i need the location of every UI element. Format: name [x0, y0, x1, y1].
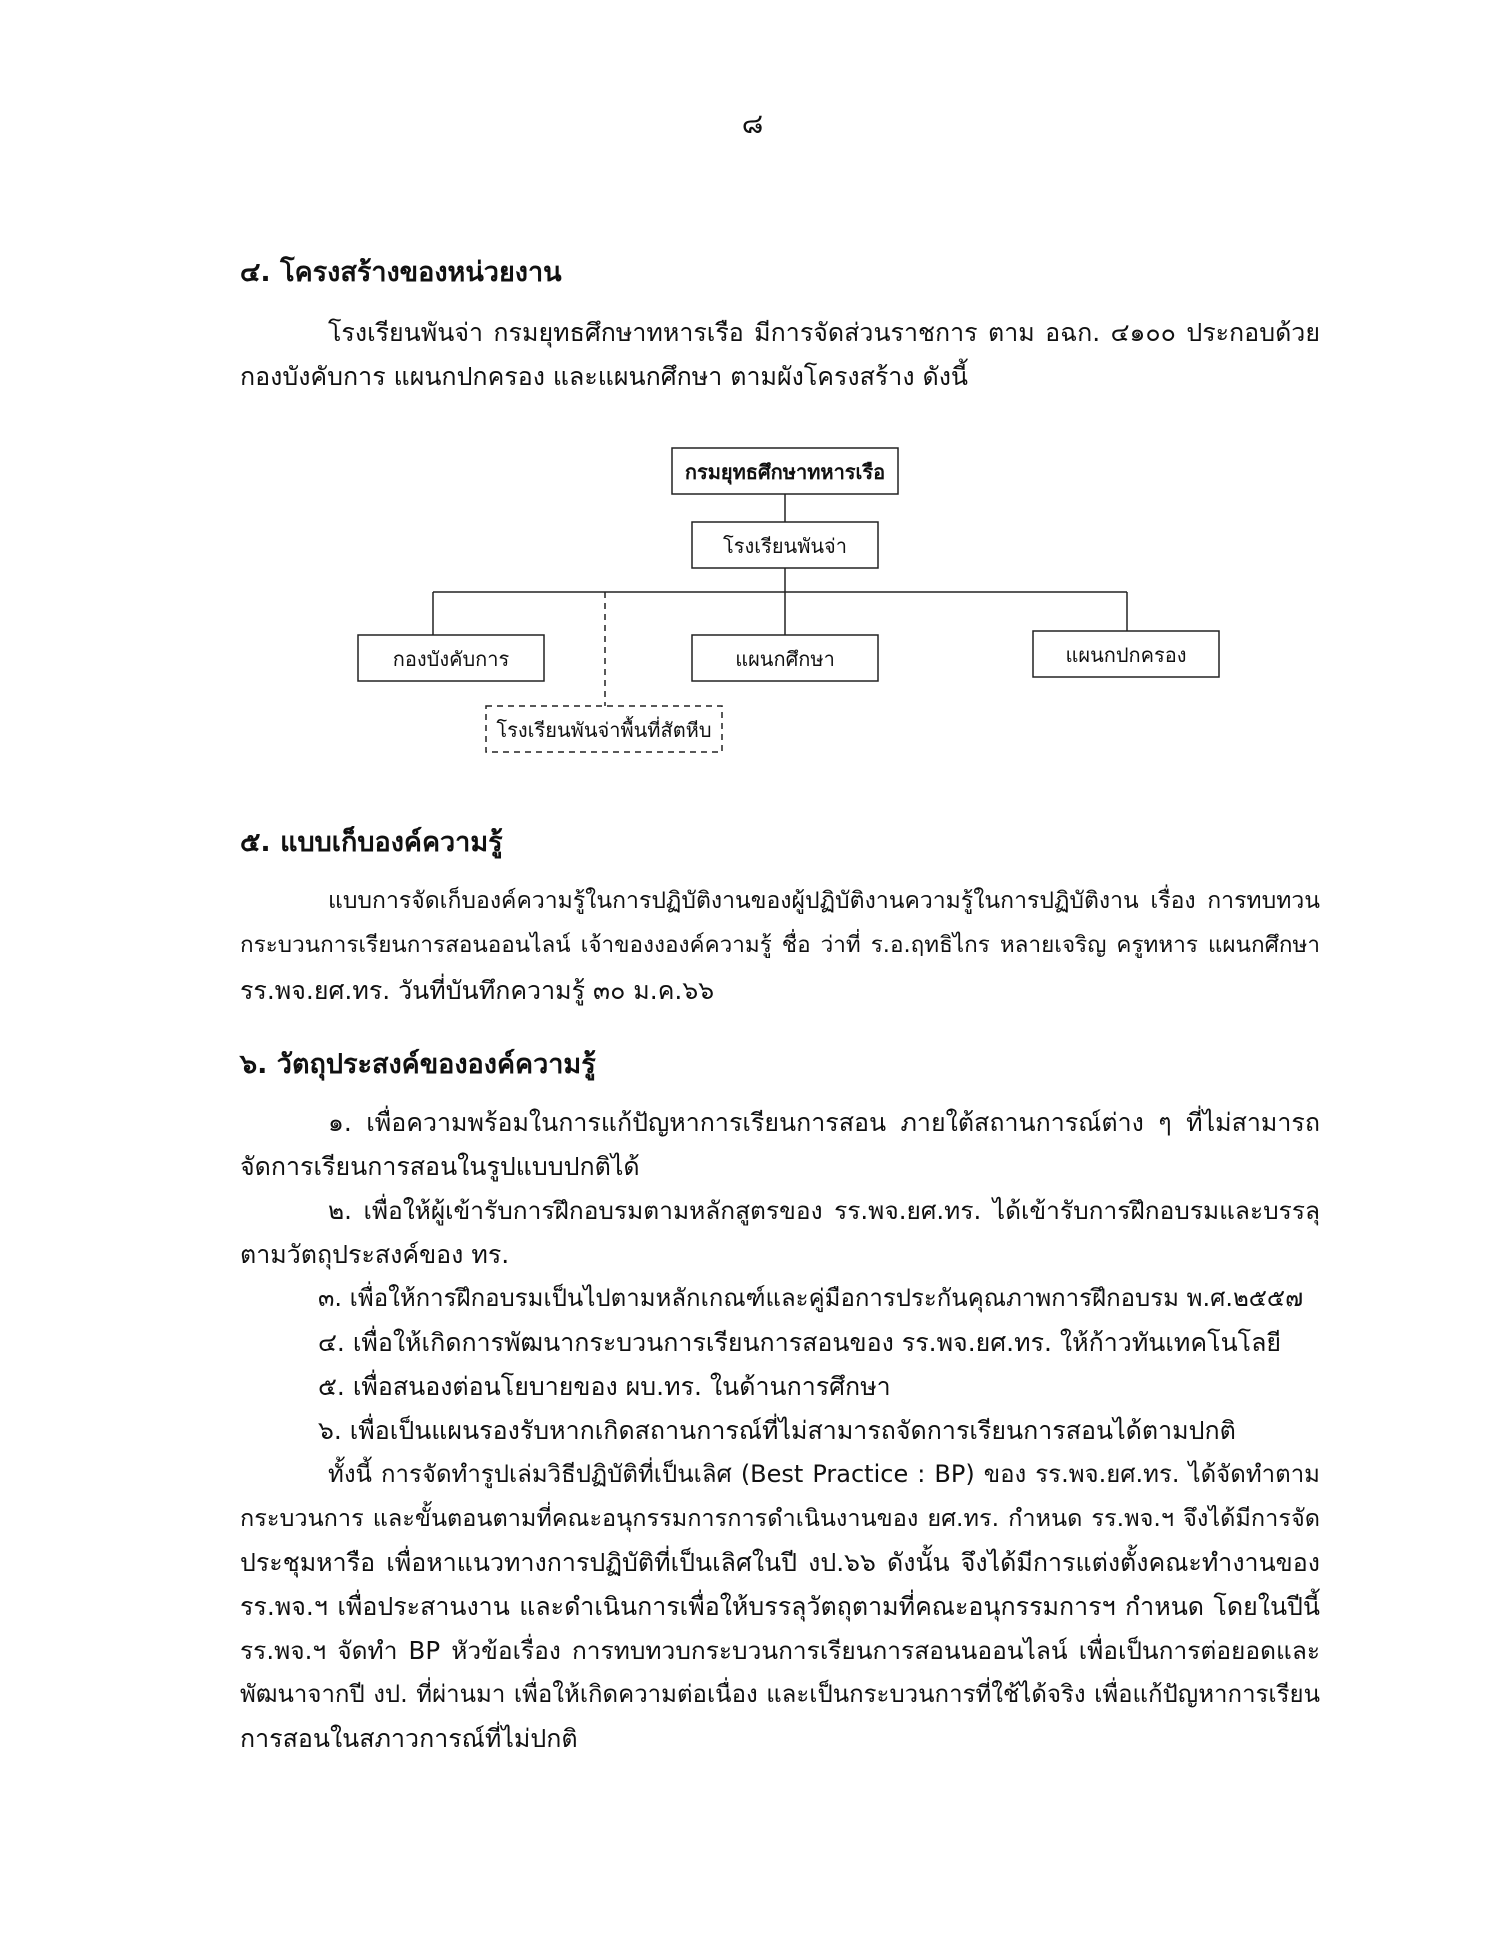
section-6-line-15: การสอนในสภาวการณ์ที่ไม่ปกติ: [240, 1724, 578, 1753]
section-6-line-2: จัดการเรียนการสอนในรูปแบบปกติได้: [240, 1152, 640, 1181]
section-6-line-1: ๑. เพื่อความพร้อมในการแก้ปัญหาการเรียนการสอน ภายใต้สถานการณ์ต่าง ๆ ที่ไม่สามารถ: [328, 1108, 1320, 1137]
section-5-line-1: แบบการจัดเก็บองค์ความรู้ในการปฏิบัติงานของผู้ปฏิบัติงานความรู้ในการปฏิบัติงาน เรื่อง การทบทวน: [328, 888, 1320, 914]
section-6-line-4: ตามวัตถุประสงค์ของ ทร.: [240, 1240, 510, 1269]
section-6-line-12: รร.พจ.ฯ เพื่อประสานงาน และดำเนินการเพื่อให้บรรลุวัตถุตามที่คณะอนุกรรมการฯ กำหนด โดยในปีนี้: [240, 1592, 1320, 1621]
org-label-administration: แผนกปกครอง: [1065, 643, 1187, 667]
section-6-line-7: ๕. เพื่อสนองต่อนโยบายของ ผบ.ทร. ในด้านการศึกษา: [318, 1372, 891, 1401]
section-6-line-5: ๓. เพื่อให้การฝึกอบรมเป็นไปตามหลักเกณฑ์และคู่มือการประกันคุณภาพการฝึกอบรม พ.ศ.๒๕๕๗: [318, 1284, 1304, 1312]
section-6-line-6: ๔. เพื่อให้เกิดการพัฒนากระบวนการเรียนการสอนของ รร.พจ.ยศ.ทร. ให้ก้าวทันเทคโนโลยี: [318, 1328, 1282, 1357]
section-6-line-8: ๖. เพื่อเป็นแผนรองรับหากเกิดสถานการณ์ที่ไม่สามารถจัดการเรียนการสอนได้ตามปกติ: [318, 1416, 1236, 1445]
section-5-heading: ๕. แบบเก็บองค์ความรู้: [240, 827, 503, 858]
section-4-line-1: โรงเรียนพันจ่า กรมยุทธศึกษาทหารเรือ มีการจัดส่วนราชการ ตาม อฉก. ๔๑๐๐ ประกอบด้วย: [328, 318, 1320, 347]
org-label-command: กองบังคับการ: [392, 647, 510, 671]
section-5-line-3: รร.พจ.ยศ.ทร. วันที่บันทึกความรู้ ๓๐ ม.ค.๖๖: [240, 976, 715, 1005]
org-label-root: กรมยุทธศึกษาทหารเรือ: [684, 460, 886, 484]
section-4-heading: ๔. โครงสร้างของหน่วยงาน: [240, 257, 562, 288]
section-6-line-3: ๒. เพื่อให้ผู้เข้ารับการฝึกอบรมตามหลักสูตรของ รร.พจ.ยศ.ทร. ได้เข้ารับการฝึกอบรมและบรรลุ: [328, 1196, 1320, 1225]
org-label-sattahip: โรงเรียนพันจ่าพื้นที่สัตหีบ: [496, 718, 712, 742]
section-4-line-2: กองบังคับการ แผนกปกครอง และแผนกศึกษา ตามผังโครงสร้าง ดังนี้: [240, 362, 969, 391]
section-5-line-2: กระบวนการเรียนการสอนออนไลน์ เจ้าของงองค์ความรู้ ชื่อ ว่าที่ ร.อ.ฤทธิไกร หลายเจริญ ครูทหาร แผนกศึกษา: [240, 932, 1320, 958]
section-6-heading: ๖. วัตถุประสงค์ขององค์ความรู้: [240, 1049, 596, 1080]
section-6-line-14: พัฒนาจากปี งป. ที่ผ่านมา เพื่อให้เกิดความต่อเนื่อง และเป็นกระบวนการที่ใช้ได้จริง เพื่อแก้ปัญหาการเรียน: [240, 1680, 1320, 1708]
section-6-line-9: ทั้งนี้ การจัดทำรูปเล่มวิธีปฏิบัติที่เป็นเลิศ (Best Practice : BP) ของ รร.พจ.ยศ.ทร. ได้จัดทำตาม: [328, 1460, 1320, 1488]
section-6-line-10: กระบวนการ และขั้นตอนตามที่คณะอนุกรรมการการดำเนินงานของ ยศ.ทร. กำหนด รร.พจ.ฯ จึงได้มีการจัด: [240, 1504, 1320, 1532]
org-label-school: โรงเรียนพันจ่า: [722, 534, 848, 558]
org-label-education: แผนกศึกษา: [735, 647, 835, 671]
page-number: ๘: [741, 107, 764, 140]
section-6-line-13: รร.พจ.ฯ จัดทำ BP หัวข้อเรื่อง การทบทวบกระบวนการเรียนการสอนนออนไลน์ เพื่อเป็นการต่อยอดและ: [240, 1636, 1320, 1665]
section-6-line-11: ประชุมหารือ เพื่อหาแนวทางการปฏิบัติที่เป็นเลิศในปี งป.๖๖ ดังนั้น จึงได้มีการแต่งตั้งคณะทำงานของ: [240, 1548, 1320, 1577]
org-chart: [340, 440, 1240, 770]
